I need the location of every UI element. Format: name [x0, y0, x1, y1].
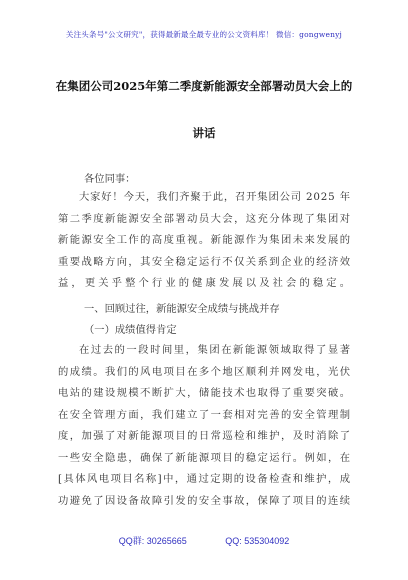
paragraph-line: 的成绩。我们的风电项目在多个地区顺利并网发电，光伏 [58, 365, 352, 378]
header-note: 关注头条号"公文研究"，获得最新最全最专业的公文资料库！ 微信：gongwenyj [65, 30, 343, 39]
paragraph-line: 新能源安全工作的高度重视。新能源作为集团未来发展的 [58, 234, 352, 246]
paragraph-line: 大家好！今天，我们齐聚于此，召开集团公司 2025 年 [79, 191, 351, 203]
paragraph-line: 一些安全隐患，确保了新能源项目的稳定运行。例如，在 [58, 451, 352, 464]
paragraph-line: 在安全管理方面，我们建立了一套相对完善的安全管理制 [58, 408, 352, 421]
section-heading: 一、回顾过往，新能源安全成绩与挑战并存 [84, 303, 280, 315]
document-title-line-2: 讲话 [192, 126, 216, 140]
paragraph-line: 度，加强了对新能源项目的日常巡检和维护，及时消除了 [58, 430, 352, 442]
paragraph-intro [58, 187, 354, 295]
paragraph-line: 电站的建设规模不断扩大，储能技术也取得了重要突破。 [58, 387, 352, 399]
footer-qq-group: QQ群: 30265665 [118, 536, 187, 546]
paragraph-line: 第二季度新能源安全部署动员大会，这充分体现了集团对 [58, 212, 352, 225]
paragraph-line: [具体风电项目名称]中，通过定期的设备检查和维护，成 [58, 473, 352, 485]
document-title-line-1: 在集团公司2025年第二季度新能源安全部署动员大会上的 [55, 79, 353, 93]
subsection-heading: （一）成绩值得肯定 [84, 324, 177, 336]
paragraph-line: 功避免了因设备故障引发的安全事故，保障了项目的连续 [58, 494, 352, 507]
paragraph-line: 益，更关乎整个行业的健康发展以及社会的稳定。 [58, 277, 354, 289]
footer-contact [0, 534, 408, 547]
paragraph-line: 重要战略方向，其安全稳定运行不仅关系到企业的经济效 [58, 255, 352, 268]
footer-qq: QQ: 535304092 [225, 536, 290, 546]
greeting: 各位同事： [84, 173, 136, 185]
paragraph-line: 在过去的一段时间里，集团在新能源领域取得了显著 [79, 344, 352, 356]
paragraph-achievements [58, 340, 350, 512]
